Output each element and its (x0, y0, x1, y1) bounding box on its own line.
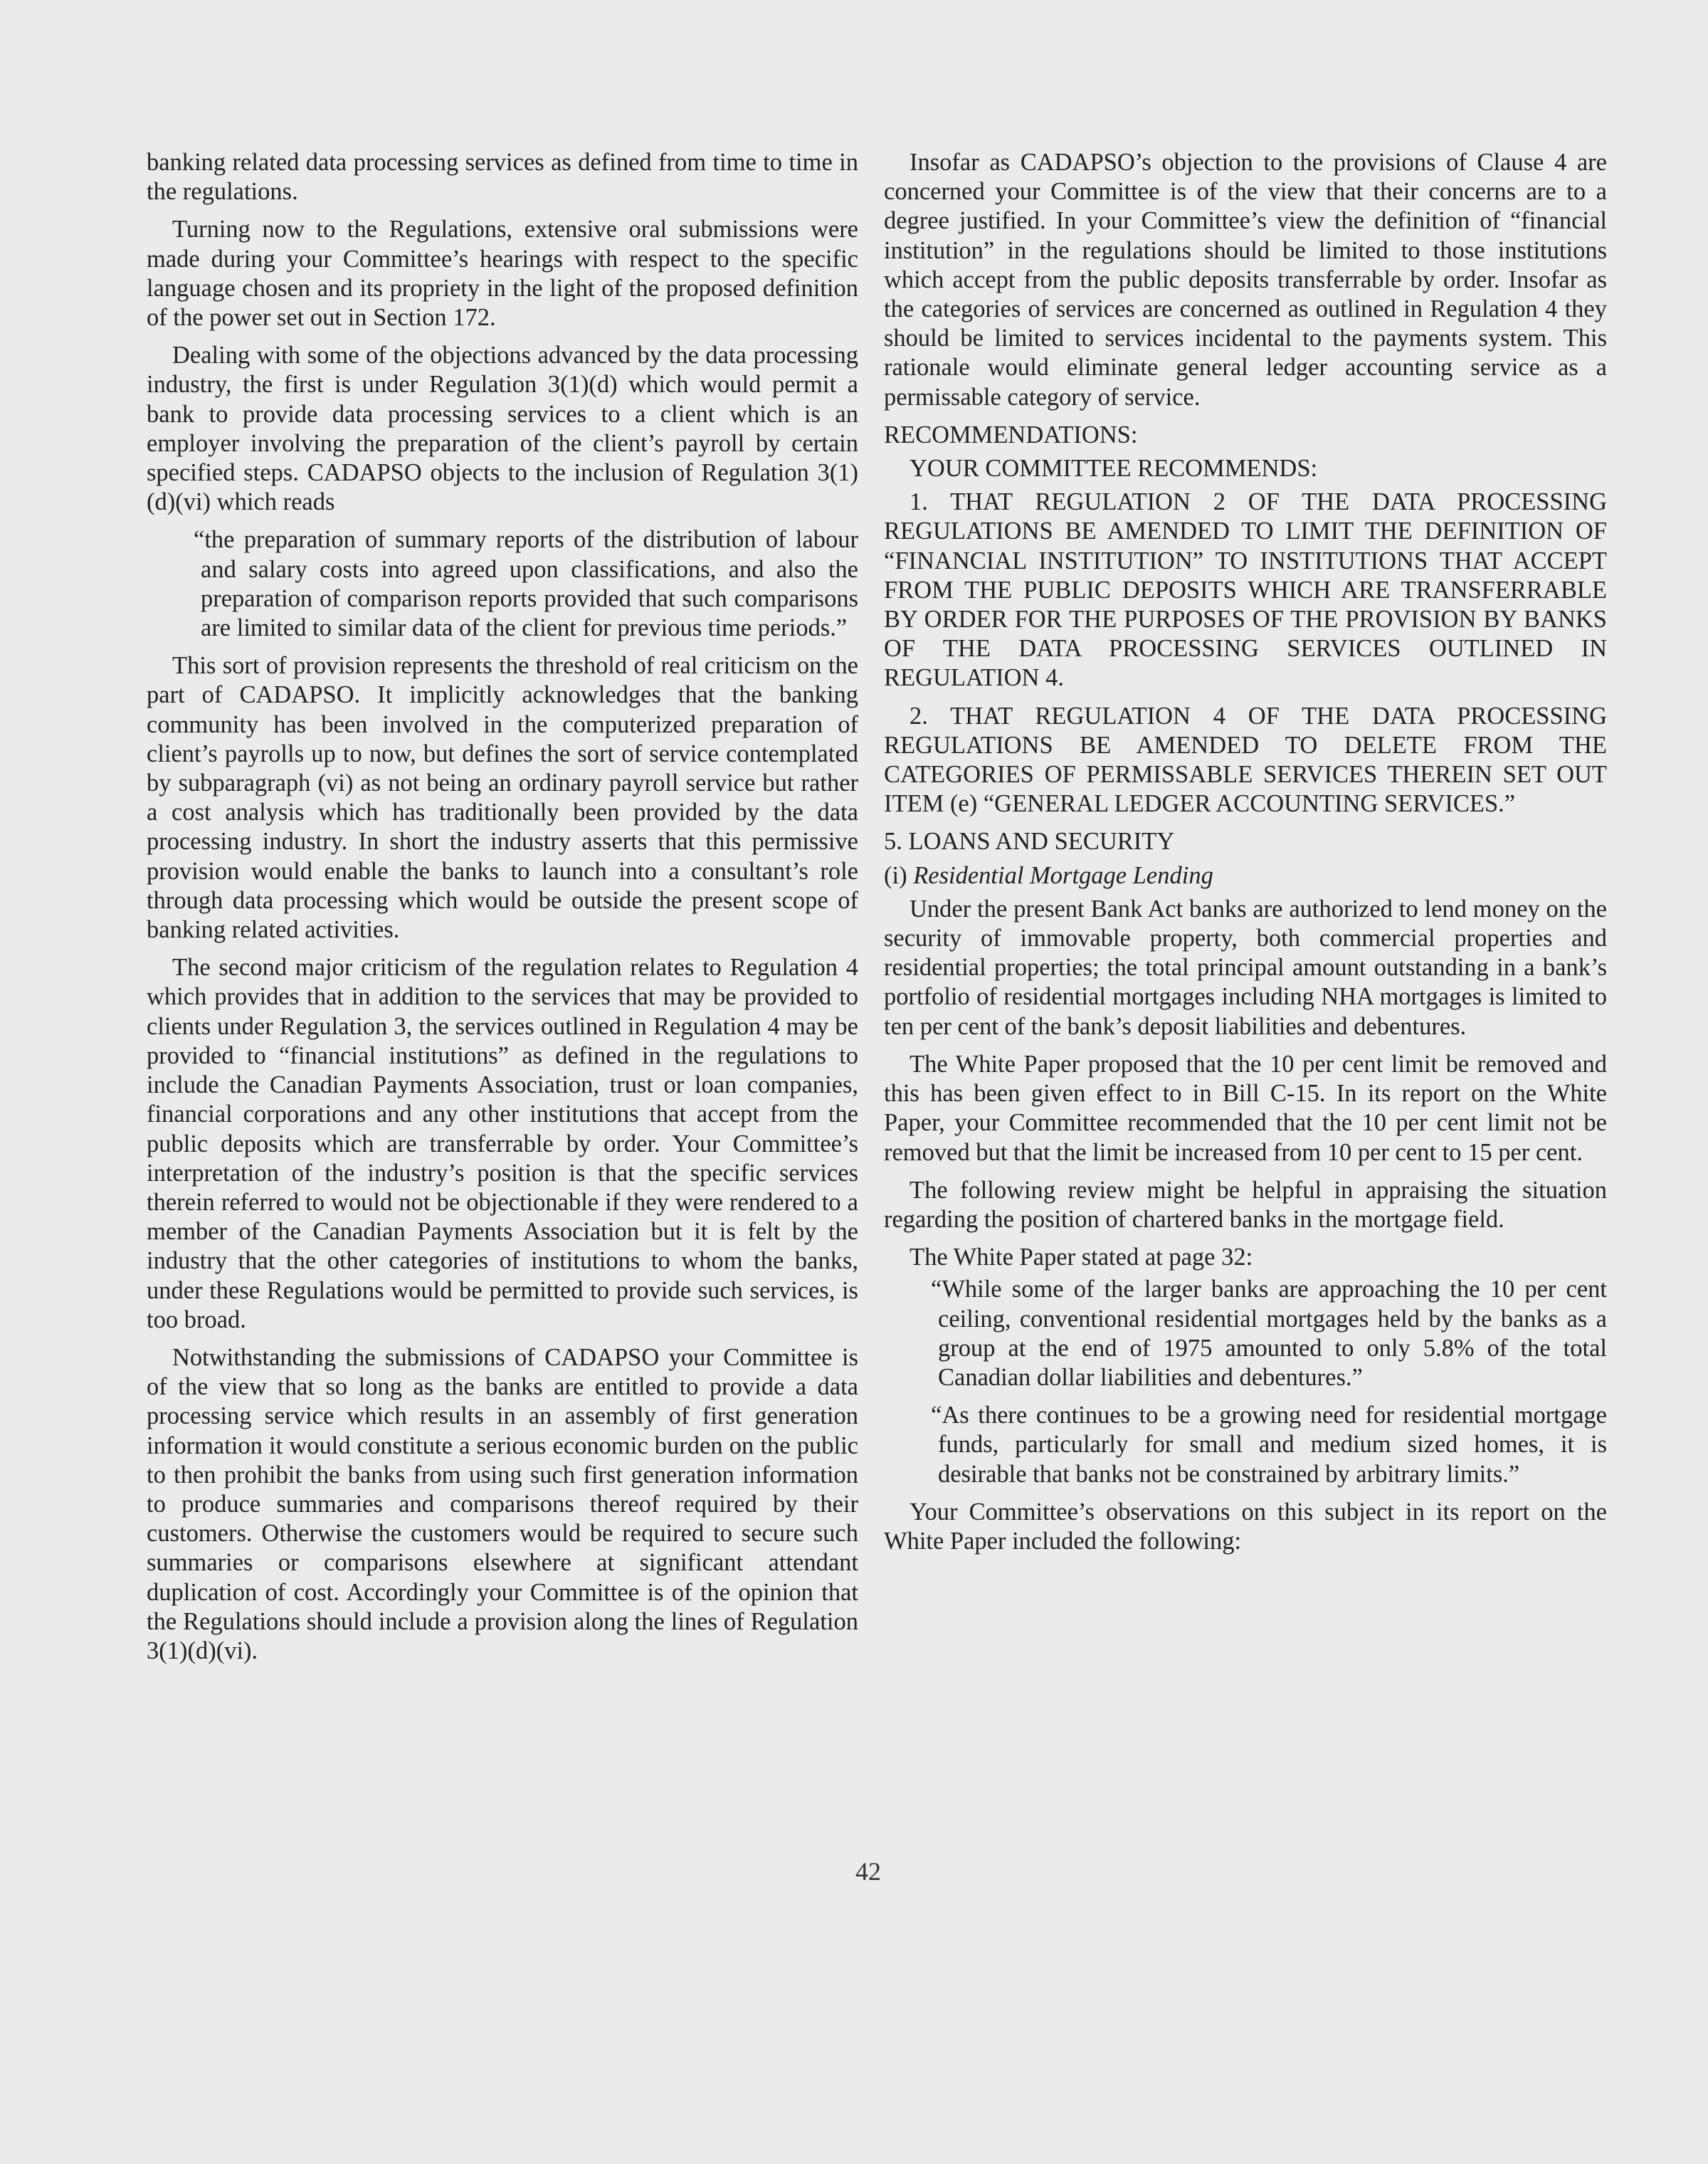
paragraph: Notwithstanding the submissions of CADAPSO your Committee is of the view that so long as the banks are entitled to provide a data processing service which results in an assembly of first generation information it would constitute a serious economic burden on the public to then prohibit the banks from using such first generation information to produce summaries and comparisons thereof required by their customers. Otherwise the customers would be required to secure such summaries or comparisons elsewhere at significant attendant duplication of cost. Accordingly your Committee is of the opinion that the Regulations should include a provision along the lines of Regulation 3(1)(d)(vi). (147, 1343, 858, 1664)
paragraph: The White Paper proposed that the 10 per cent limit be removed and this has been given effect to in Bill C-15. In its report on the White Paper, your Committee recommended that the 10 per cent limit not be removed but that the limit be increased from 10 per cent to 15 per cent. (884, 1050, 1607, 1166)
paragraph: Dealing with some of the objections advanced by the data processing industry, the first is under Regulation 3(1)(d) which would permit a bank to provide data processing services to a client which is an employer involving the preparation of the client’s payroll by certain specified steps. CADAPSO objects to the inclusion of Regulation 3(1)(d)(vi) which reads (147, 342, 858, 516)
right-column (884, 148, 1607, 1565)
paragraph: The White Paper stated at page 32: (910, 1244, 1253, 1271)
paragraph: The following review might be helpful in appraising the situation regarding the position of chartered banks in the mortgage field. (884, 1176, 1607, 1233)
paragraph: This sort of provision represents the threshold of real criticism on the part of CADAPSO. It implicitly acknowledges that the banking community has been involved in the computerized preparation of client’s payrolls up to now, but defines the sort of service contemplated by subparagraph (vi) as not being an ordinary payroll service but rather a cost analysis which has traditionally been provided by the data processing industry. In short the industry asserts that this permissive provision would enable the banks to launch into a consultant’s role through data processing which would be outside the present scope of banking related activities. (147, 652, 858, 944)
left-column (147, 148, 858, 1674)
subsection-number: (i) (884, 861, 914, 889)
recommendation-2: 2. THAT REGULATION 4 OF THE DATA PROCESSING REGULATIONS BE AMENDED TO DELETE FROM THE CATEGORIES OF PERMISSABLE SERVICES THEREIN SET OUT ITEM (e) “GENERAL LEDGER ACCOUNTING SERVICES.” (884, 702, 1607, 818)
recommendations-heading: RECOMMENDATIONS: (884, 421, 1138, 448)
paragraph: Your Committee’s observations on this subject in its report on the White Paper included the following: (884, 1498, 1607, 1555)
subsection-title: Residential Mortgage Lending (913, 861, 1213, 889)
paragraph: The second major criticism of the regulation relates to Regulation 4 which provides that in addition to the services that may be provided to clients under Regulation 3, the services outlined in Regulation 4 may be provided to “financial institutions” as defined in the regulations to include the Canadian Payments Association, trust or loan companies, financial corporations and any other institutions that accept from the public deposits which are transferrable by order. Your Committee’s interpretation of the industry’s position is that the specific services therein referred to would not be objectionable if they were rendered to a member of the Canadian Payments Association but it is felt by the industry that the other categories of institutions to whom the banks, under these Regulations would be permitted to provide such services, is too broad. (147, 954, 858, 1333)
paragraph: Turning now to the Regulations, extensive oral submissions were made during your Committee’s hearings with respect to the specific language chosen and its propriety in the light of the proposed definition of the power set out in Section 172. (147, 216, 858, 332)
block-quote: “As there continues to be a growing need for residential mortgage funds, particularly for small and medium sized homes, it is desirable that banks not be constrained by arbitrary limits.” (931, 1402, 1607, 1488)
recommendation-1: 1. THAT REGULATION 2 OF THE DATA PROCESSING REGULATIONS BE AMENDED TO LIMIT THE DEFINITION OF “FINANCIAL INSTITUTION” TO INSTITUTIONS THAT ACCEPT FROM THE PUBLIC DEPOSITS WHICH ARE TRANSFERRABLE BY ORDER FOR THE PURPOSES OF THE PROVISION BY BANKS OF THE DATA PROCESSING SERVICES OUTLINED IN REGULATION 4. (884, 488, 1607, 692)
section-heading: 5. LOANS AND SECURITY (884, 828, 1175, 856)
paragraph: banking related data processing services as defined from time to time in the regulations. (147, 149, 858, 206)
paragraph: Insofar as CADAPSO’s objection to the provisions of Clause 4 are concerned your Committee is of the view that their concerns are to a degree justified. In your Committee’s view the definition of “financial institution” in the regulations should be limited to those institutions which accept from the public deposits transferrable by order. Insofar as the categories of services are concerned as outlined in Regulation 4 they should be limited to services incidental to the payments system. This rationale would eliminate general ledger accounting service as a permissable category of service. (884, 149, 1607, 411)
block-quote: “the preparation of summary reports of the distribution of labour and salary costs into agreed upon classifications, and also the preparation of comparison reports provided that such comparisons are limited to similar data of the client for previous time periods.” (194, 526, 858, 642)
page-number: 42 (855, 1857, 881, 1886)
block-quote: “While some of the larger banks are approaching the 10 per cent ceiling, conventional residential mortgages held by the banks as a group at the end of 1975 amounted to only 5.8% of the total Canadian dollar liabilities and debentures.” (931, 1276, 1607, 1391)
subsection-heading (884, 861, 1607, 891)
paragraph: Under the present Bank Act banks are authorized to lend money on the security of immovable property, both commercial properties and residential properties; the total principal amount outstanding in a bank’s portfolio of residential mortgages including NHA mortgages is limited to ten per cent of the bank’s deposit liabilities and debentures. (884, 895, 1607, 1040)
recommends-lead: YOUR COMMITTEE RECOMMENDS: (910, 455, 1318, 483)
